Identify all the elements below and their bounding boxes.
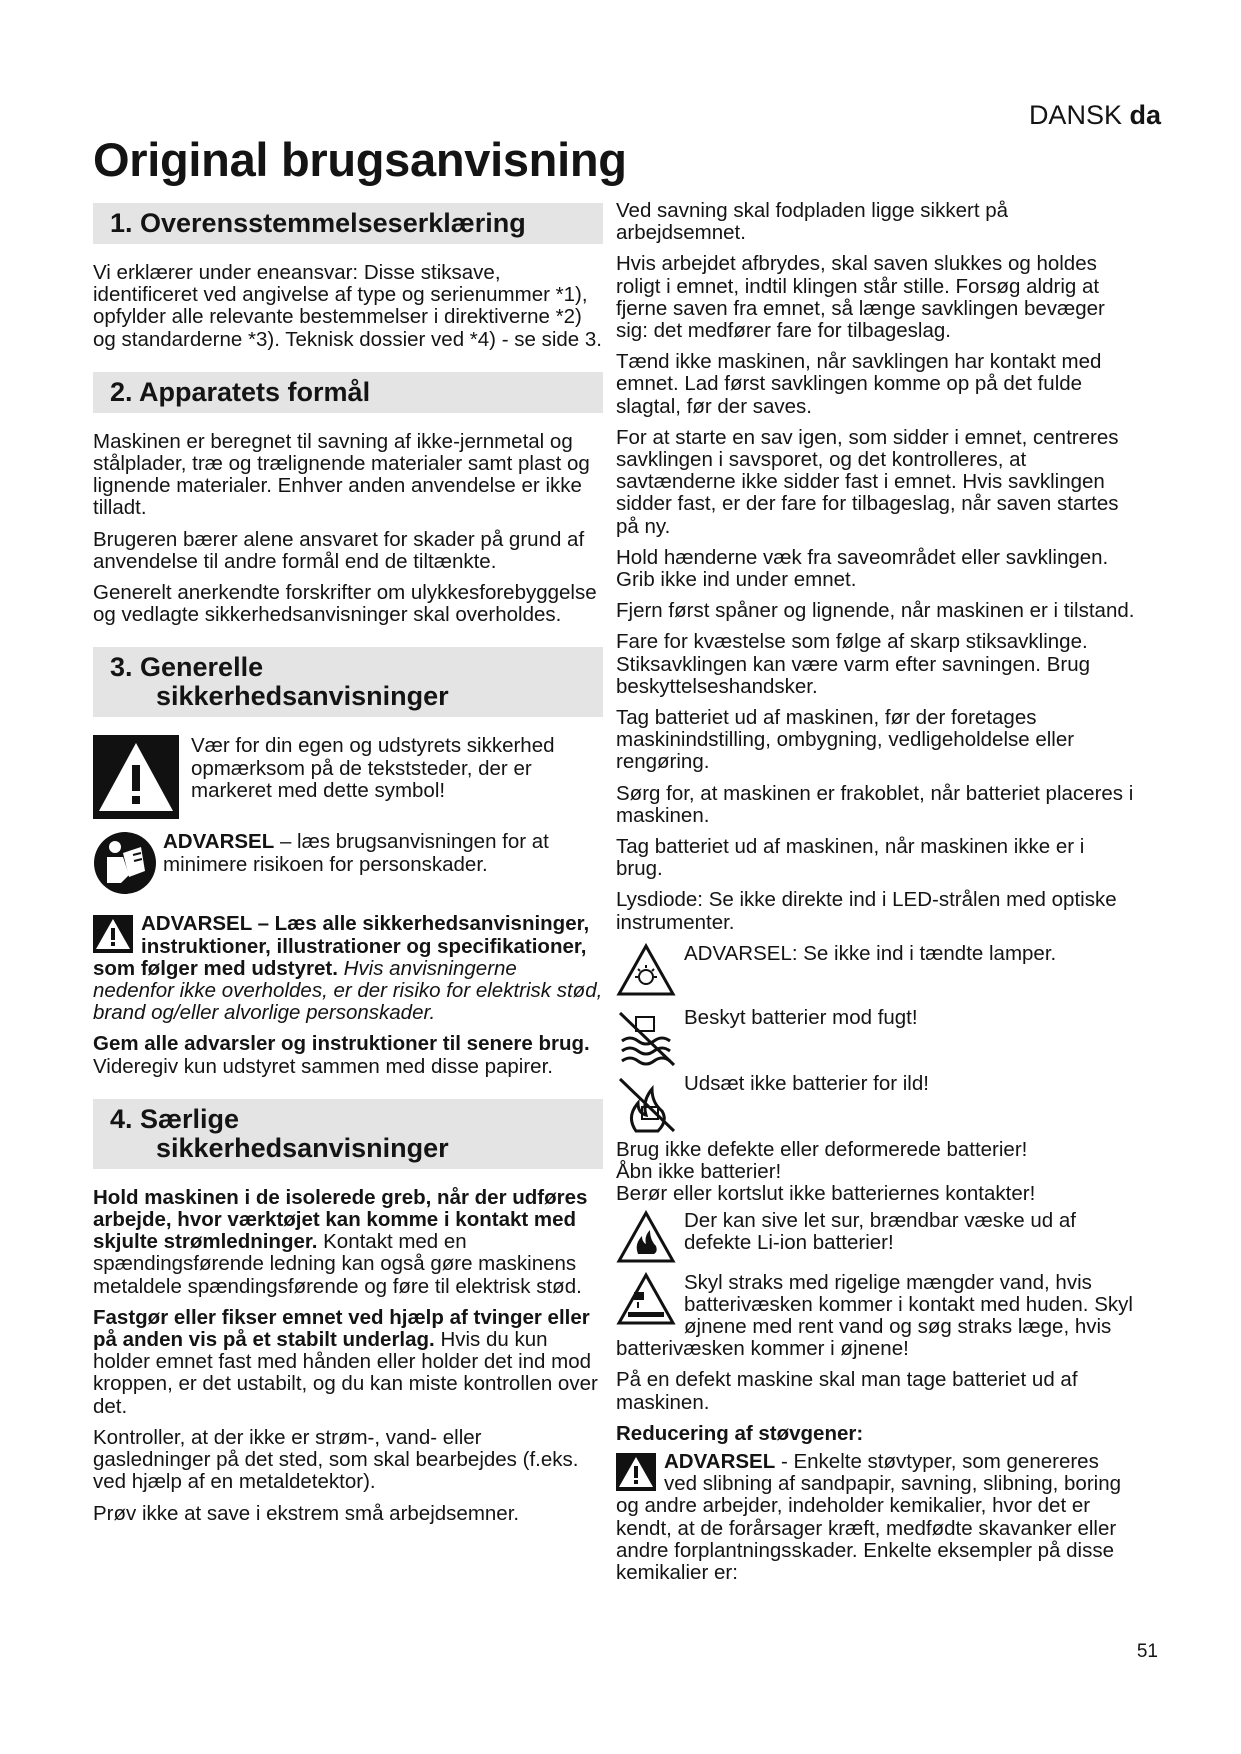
warning-symbol-text: Vær for din egen og udstyrets sikkerhed opmærksom på de tekststeder, der er markeret med dette symbol! (191, 734, 555, 802)
moisture-row (616, 1007, 1136, 1069)
warning-read-all-bold: ADVARSEL – Læs alle sikkerhedsanvisninger, instruktioner, illustrationer og specifikationer, som følger med udstyret. (93, 912, 590, 980)
read-warning-label: ADVARSEL (163, 830, 275, 854)
keep-instructions (93, 1033, 603, 1077)
language-name: DANSK (1028, 100, 1122, 130)
section-4-heading-line2: sikkerhedsanvisninger (156, 1132, 449, 1163)
section-4-heading-box (93, 1099, 603, 1169)
dust-warning-label: ADVARSEL (664, 1449, 776, 1473)
lamp-warning-icon (616, 943, 676, 997)
right-paragraph-3: Tænd ikke maskinen, når savklingen har kontakt med emnet. Lad først savklingen komme op på det fulde slagtal, før der saves. (616, 350, 1102, 418)
moisture-text: Beskyt batterier mod fugt! (684, 1005, 918, 1029)
defect-machine: På en defekt maskine skal man tage batteriet ud af maskinen. (616, 1368, 1078, 1414)
section-3-heading (110, 653, 588, 711)
no-moisture-icon (616, 1007, 678, 1069)
page-title: Original brugsanvisning (93, 133, 627, 186)
warning-symbol-row (93, 735, 603, 823)
right-paragraph-6: Fjern først spåner og lignende, når maskinen er i tilstand. (616, 599, 1135, 623)
page-number: 51 (1136, 1641, 1158, 1662)
language-code: da (1129, 100, 1161, 130)
right-paragraph-10: Tag batteriet ud af maskinen, når maskinen ikke er i brug. (616, 835, 1085, 881)
warning-triangle-icon (93, 735, 179, 819)
no-fire-icon (616, 1073, 678, 1135)
section-2-heading-box (93, 372, 603, 413)
right-paragraph-7: Fare for kvæstelse som følge af skarp stiksavklinge. Stiksavklingen kan være varm efter savningen. Brug beskyttelseshandsker. (616, 630, 1091, 698)
section-4-paragraph-1-text: Kontakt med en spændingsførende ledning kan også gøre maskinens metaldele spændingsførende og føre til elektrisk stød. (93, 1230, 582, 1298)
section-4-heading (110, 1105, 588, 1163)
right-paragraph-4: For at starte en sav igen, som sidder i emnet, centreres savklingen i savsporet, og det kontrolleres, at savtænderne ikke sidder fast i emnet. Hvis savklingen sidder fast, er der fare for tilbageslag, når saven startes på ny. (616, 425, 1119, 538)
lamp-warning-text: ADVARSEL: Se ikke ind i tændte lamper. (684, 941, 1057, 965)
warning-read-all (93, 913, 603, 1024)
dust-heading: Reducering af støvgener: (616, 1421, 864, 1445)
section-4-paragraph-1-bold: Hold maskinen i de isolerede greb, når der udføres arbejde, hvor værktøjet kan komme i kontakt med skjulte strømledninger. (93, 1185, 588, 1254)
right-paragraph-1: Ved savning skal fodpladen ligge sikkert på arbejdsemnet. (616, 199, 1009, 245)
read-manual-icon (93, 831, 157, 895)
keep-instructions-bold: Gem alle advarsler og instruktioner til senere brug. (93, 1032, 590, 1056)
right-paragraph-2: Hvis arbejdet afbrydes, skal saven slukkes og holdes roligt i emnet, indtil klingen står stille. Forsøg aldrig at fjerne saven fra emnet, så længe savklingen bevæger sig: det medfører fare for tilbageslag. (616, 252, 1105, 343)
defect-3: Berør eller kortslut ikke batteriernes kontakter! (616, 1182, 1036, 1206)
section-3-heading-box (93, 647, 603, 717)
section-1-heading-box (93, 203, 603, 244)
right-paragraph-5: Hold hænderne væk fra saveområdet eller savklingen. Grib ikke ind under emnet. (616, 545, 1109, 592)
dust-warning-text: - Enkelte støvtyper, som genereres ved slibning af sandpapir, savning, slibning, boring og andre arbejder, indeholder kemikalier, hvor det er kendt, at de forårsager kræft, medfødte skavanker eller andre forplantningsskader. Enkelte eksempler på disse kemikalier er: (616, 1449, 1121, 1584)
leak-text: Der kan sive let sur, brændbar væske ud af defekte Li-ion batterier! (684, 1208, 1076, 1254)
warning-small-icon (93, 915, 133, 953)
left-column (93, 203, 603, 1534)
section-4-paragraph-2-bold: Fastgør eller fikser emnet ved hjælp af tvinger eller på anden vis på et stabilt underlag. (93, 1305, 590, 1352)
dust-warning (616, 1451, 1136, 1584)
section-3-heading-line1: 3. Generelle (110, 652, 264, 683)
right-paragraph-11: Lysdiode: Se ikke direkte ind i LED-strålen med optiske instrumenter. (616, 888, 1117, 934)
warning-small-icon (616, 1453, 656, 1491)
rinse-text: Skyl straks med rigelige mængder vand, hvis batterivæsken kommer i kontakt med huden. Skyl øjnene med rent vand og søg straks læge, hvis batterivæsken kommer i øjnene! (616, 1270, 1133, 1361)
section-4-paragraph-2-text: Hvis du kun holder emnet fast med hånden eller holder det ind mod kroppen, er det ustabilt, og du kan miste kontrollen over det. (93, 1328, 598, 1418)
keep-instructions-text: Videregiv kun udstyret sammen med disse papirer. (93, 1054, 553, 1078)
language-label (1029, 100, 1161, 131)
right-column (616, 200, 1136, 1593)
leak-row (616, 1210, 1136, 1266)
rinse-paragraph (616, 1272, 1136, 1361)
right-paragraph-9: Sørg for, at maskinen er frakoblet, når batteriet placeres i maskinen. (616, 781, 1134, 827)
fire-text: Udsæt ikke batterier for ild! (684, 1071, 929, 1095)
flammable-icon (616, 1210, 676, 1264)
section-1-text: Vi erklærer under eneansvar: Disse stiksave, identificeret ved angivelse af type og serienummer *1), opfylder alle relevante bestemmelser i direktiverne *2) og standarderne *3). Teknisk dossier ved *4) - se side 3. (93, 261, 602, 351)
defect-2: Åbn ikke batterier! (616, 1160, 782, 1184)
section-4-heading-line1: 4. Særlige (110, 1103, 240, 1134)
defect-1: Brug ikke defekte eller deformerede batterier! (616, 1137, 1028, 1161)
section-4-paragraph-1 (93, 1187, 603, 1298)
section-2-paragraph-3: Generelt anerkendte forskrifter om ulykkesforebyggelse og vedlagte sikkerhedsanvisninger skal overholdes. (93, 581, 597, 627)
warning-read-all-italic: Hvis anvisningerne nedenfor ikke overholdes, er der risiko for elektrisk stød, brand og/eller alvorlige personskader. (93, 956, 603, 1025)
section-3-heading-line2: sikkerhedsanvisninger (156, 681, 449, 712)
section-4-paragraph-3: Kontroller, at der ikke er strøm-, vand- eller gasledninger på det sted, som skal bearbejdes (f.eks. ved hjælp af en metaldetektor). (93, 1425, 579, 1494)
lamp-warning-row (616, 943, 1136, 1003)
read-warning-text: – læs brugsanvisningen for at minimere risikoen for personskader. (163, 830, 549, 876)
section-4-paragraph-4: Prøv ikke at save i ekstrem små arbejdsemner. (93, 1501, 520, 1525)
fire-row (616, 1073, 1136, 1135)
section-1-heading: 1. Overensstemmelseserklæring (110, 208, 526, 238)
read-manual-row (93, 831, 603, 901)
section-2-paragraph-1: Maskinen er beregnet til savning af ikke-jernmetal og stålplader, træ og trælignende materialer samt plast og lignende materialer. Enhver anden anvendelse er ikke tilladt. (93, 429, 590, 520)
corrosive-icon (616, 1272, 676, 1326)
right-paragraph-8: Tag batteriet ud af maskinen, før der foretages maskinindstilling, ombygning, vedligeholdelse eller rengøring. (616, 706, 1075, 774)
section-2-paragraph-2: Brugeren bærer alene ansvaret for skader på grund af anvendelse til andre formål end de tiltænkte. (93, 527, 585, 573)
section-2-heading: 2. Apparatets formål (110, 376, 371, 407)
section-4-paragraph-2 (93, 1307, 603, 1418)
